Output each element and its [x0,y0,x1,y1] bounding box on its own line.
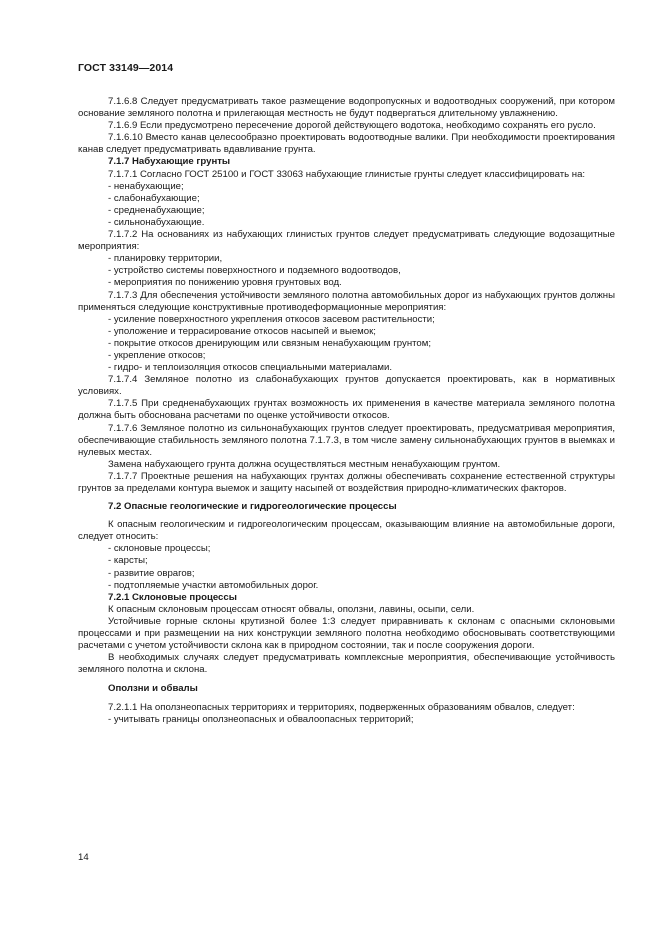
list-item: - склоновые процессы; [108,543,211,555]
section-heading: Оползни и обвалы [108,683,198,695]
paragraph: 7.1.6.8 Следует предусматривать такое размещение водопропускных и водоотводных сооружений, при котором основание земляного полотна и прилегающая местность не будут подвергаться длительному увлажнению. [78,96,615,120]
paragraph: 7.1.7.2 На основаниях из набухающих глинистых грунтов следует предусматривать следующие водозащитные мероприятия: [78,229,615,253]
section-heading: 7.1.7 Набухающие грунты [108,156,231,168]
list-item: - средненабухающие; [108,204,205,216]
list-item: - сильнонабухающие. [108,216,205,228]
list-item: - уположение и террасирование откосов насыпей и выемок; [108,325,376,337]
document-body [78,96,615,726]
list-item: - устройство системы поверхностного и подземного водоотводов, [108,265,401,277]
list-item: - укрепление откосов; [108,349,206,361]
list-item: - карсты; [108,555,148,567]
list-item: - усиление поверхностного укрепления откосов засевом растительности; [108,313,435,325]
paragraph: К опасным склоновым процессам относят обвалы, оползни, лавины, осыпи, сели. [108,603,475,615]
paragraph: 7.1.7.3 Для обеспечения устойчивости земляного полотна автомобильных дорог из набухающих грунтов должны применяться следующие конструктивные противодеформационные мероприятия: [78,289,615,313]
paragraph: В необходимых случаях следует предусматривать комплексные мероприятия, обеспечивающие устойчивость земляного полотна и склона. [78,652,615,676]
section-heading: 7.2.1 Склоновые процессы [108,591,237,603]
list-item: - подтопляемые участки автомобильных дорог. [108,579,319,591]
list-item: - учитывать границы оползнеопасных и обвалоопасных территорий; [108,713,414,725]
paragraph: 7.1.6.10 Вместо канав целесообразно проектировать водоотводные валики. При необходимости проектирования канав следует предусматривать вдавливание грунта. [78,132,615,156]
paragraph: 7.1.7.1 Согласно ГОСТ 25100 и ГОСТ 33063 набухающие глинистые грунты следует классифицировать на: [108,168,586,180]
list-item: - слабонабухающие; [108,192,200,204]
list-item: - покрытие откосов дренирующим или связным ненабухающим грунтом; [108,337,431,349]
paragraph: 7.1.7.4 Земляное полотно из слабонабухающих грунтов допускается проектировать, как в нормативных условиях. [78,374,615,398]
paragraph: 7.2.1.1 На оползнеопасных территориях и территориях, подверженных образованиям обвалов, следует: [108,701,575,713]
paragraph: 7.1.6.9 Если предусмотрено пересечение дорогой действующего водотока, необходимо сохранять его русло. [108,120,596,132]
paragraph: 7.1.7.7 Проектные решения на набухающих грунтах должны обеспечивать сохранение естественной структуры грунтов за пределами контура выемок и защиту насыпей от воздействия природно-климатических факторов. [78,470,615,494]
paragraph: К опасным геологическим и гидрогеологическим процессам, оказывающим влияние на автомобильные дороги, следует относить: [78,519,615,543]
paragraph: 7.1.7.5 При средненабухающих грунтах возможность их применения в качестве материала земляного полотна должна быть обоснована расчетами по оценке устойчивости откосов. [78,398,615,422]
section-heading: 7.2 Опасные геологические и гидрогеологические процессы [108,501,397,513]
paragraph: Замена набухающего грунта должна осуществляться местным ненабухающим грунтом. [108,458,501,470]
paragraph: 7.1.7.6 Земляное полотно из сильнонабухающих грунтов следует проектировать, предусматривая мероприятия, обеспечивающие стабильность земляного полотна 7.1.7.3, в том числе замену сильнонабухающих грунтов в выемках и нулевых местах. [78,422,615,458]
list-item: - планировку территории, [108,253,223,265]
paragraph: Устойчивые горные склоны крутизной более 1:3 следует приравнивать к склонам с опасными склоновыми процессами и при размещении на них конструкции земляного полотна необходимо обосновывать соответствующими расчетами с учетом устойчивости склона как в природном состоянии, так и после сооружения дороги. [78,615,615,652]
list-item: - развитие оврагов; [108,567,195,579]
list-item: - гидро- и теплоизоляция откосов специальными материалами. [108,362,393,374]
page-number: 14 [78,852,89,863]
document-header: ГОСТ 33149—2014 [78,62,174,74]
list-item: - ненабухающие; [108,180,184,192]
list-item: - мероприятия по понижению уровня грунтовых вод. [108,277,342,289]
